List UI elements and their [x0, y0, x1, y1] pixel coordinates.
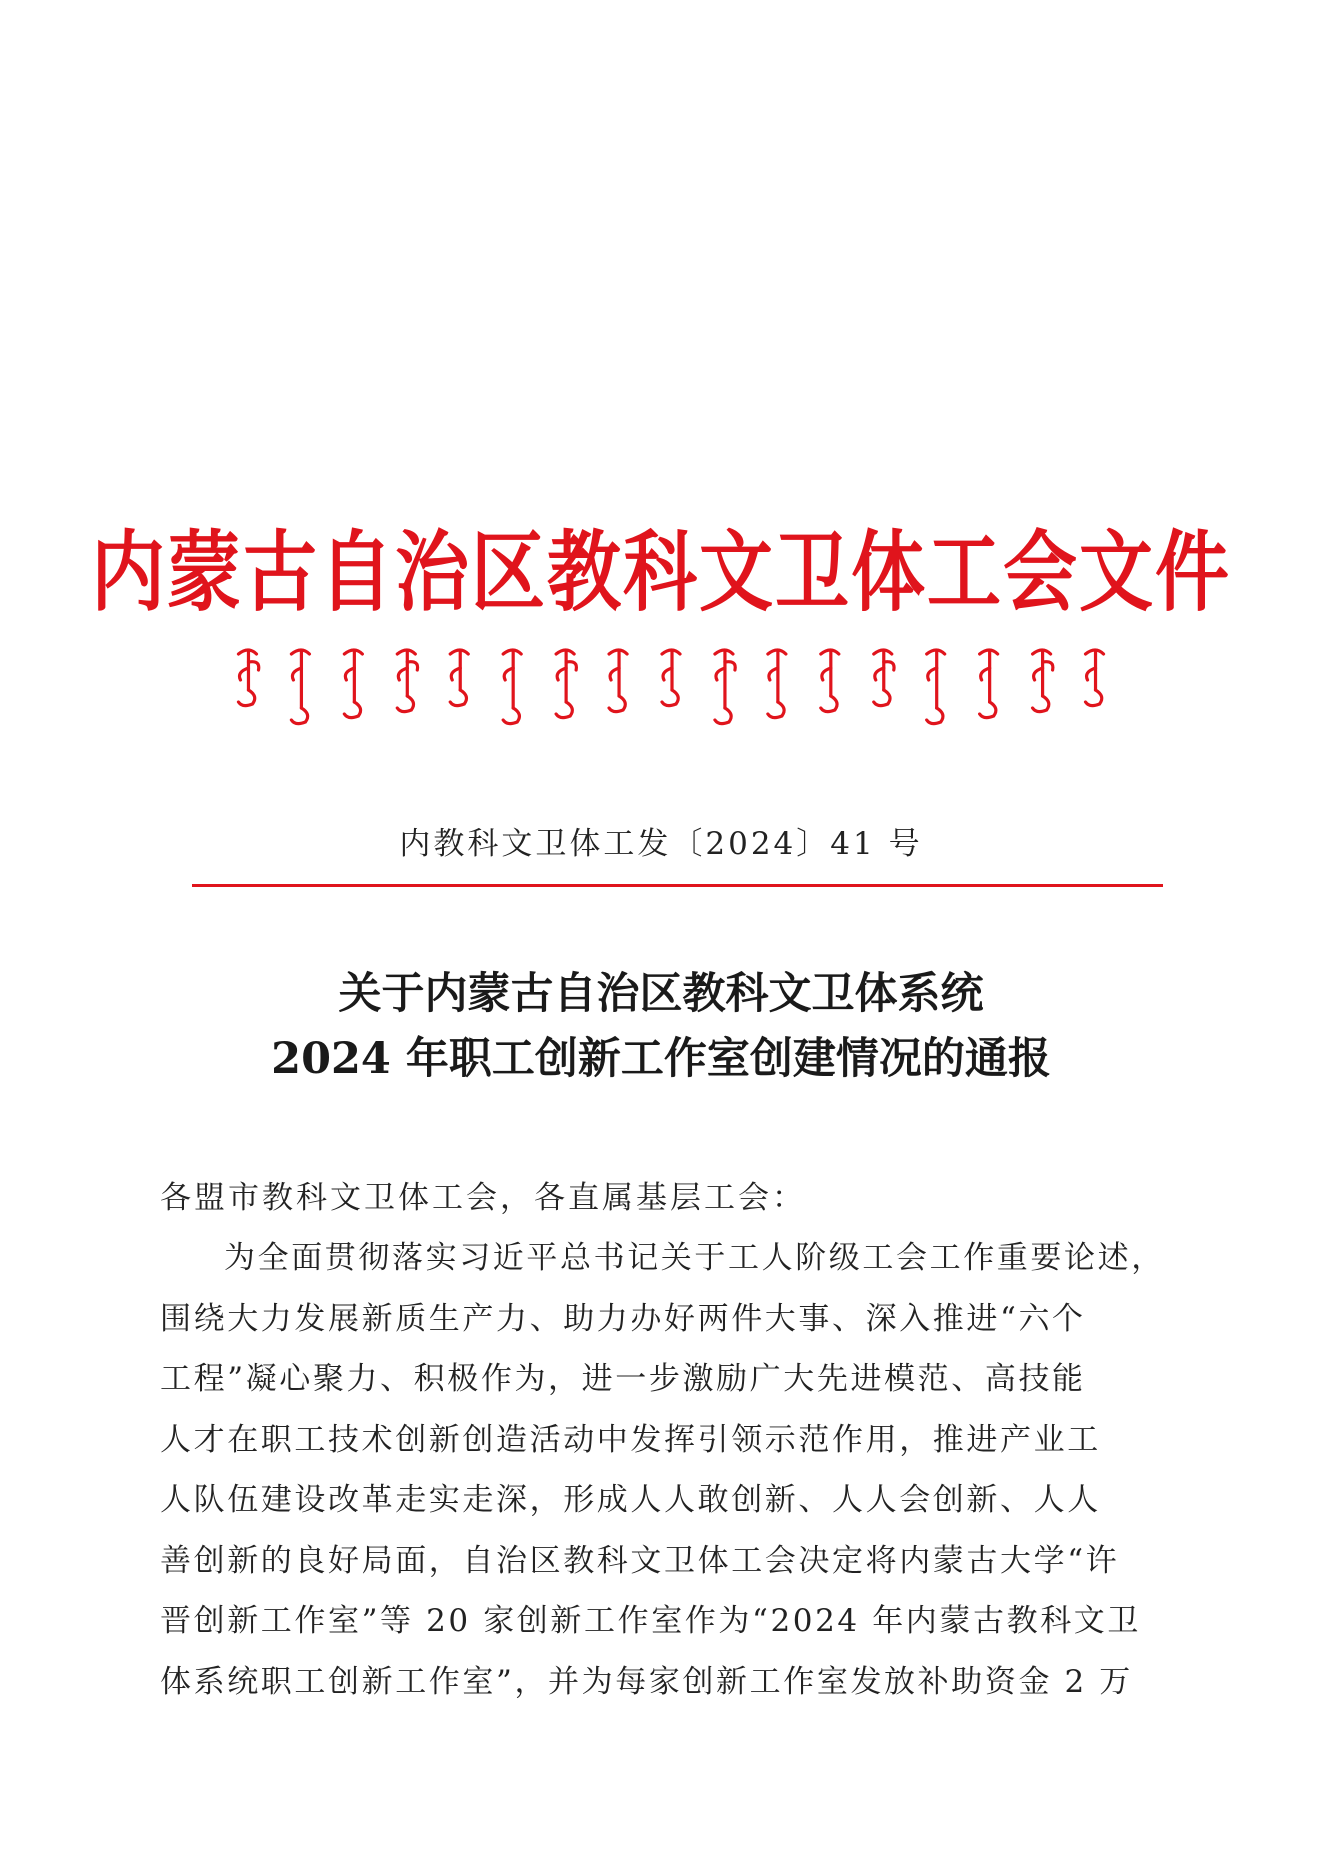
title-line-1: 关于内蒙古自治区教科文卫体系统	[338, 969, 984, 1019]
mongolian-word-glyph	[450, 650, 468, 706]
red-divider-line	[192, 884, 1163, 887]
mongolian-word-glyph	[397, 650, 417, 712]
mongolian-word-glyph	[1033, 650, 1053, 712]
salutation: 各盟市教科文卫体工会，各直属基层工会：	[160, 1180, 806, 1216]
mongolian-word-glyph	[344, 650, 362, 718]
body-line: 人才在职工技术创新创造活动中发挥引领示范作用，推进产业工	[160, 1421, 1101, 1458]
body-line: 人队伍建设改革走实走深，形成人人敢创新、人人会创新、人人	[160, 1482, 1101, 1518]
mongolian-word-glyph	[874, 650, 894, 706]
mongolian-word-glyph	[609, 650, 627, 712]
document-title	[0, 962, 1322, 1092]
mongolian-word-glyph	[821, 650, 839, 712]
body-line: 体系统职工创新工作室”，并为每家创新工作室发放补助资金 2 万	[160, 1663, 1133, 1700]
mongolian-word-glyph	[238, 650, 258, 706]
body-line: 围绕大力发展新质生产力、助力办好两件大事、深入推进“六个	[160, 1300, 1086, 1337]
document-number: 内教科文卫体工发〔2024〕41 号	[399, 826, 923, 862]
mongolian-word-glyph	[768, 650, 786, 718]
mongolian-word-glyph	[556, 650, 576, 718]
masthead-title: 内蒙古自治区教科文卫体工会文件	[91, 522, 1231, 624]
title-line-2: 2024 年职工创新工作室创建情况的通报	[271, 1034, 1051, 1084]
mongolian-word-glyph	[662, 650, 680, 706]
body-line: 为全面贯彻落实习近平总书记关于工人阶级工会工作重要论述，	[224, 1240, 1165, 1276]
mongolian-word-glyph	[503, 650, 521, 724]
mongolian-script-graphic	[222, 640, 1122, 730]
mongolian-word-glyph	[715, 650, 735, 724]
body-line: 善创新的良好局面，自治区教科文卫体工会决定将内蒙古大学“许	[160, 1542, 1120, 1579]
body-paragraph	[160, 1228, 1170, 1712]
mongolian-word-glyph	[980, 650, 998, 718]
mongolian-word-glyph	[1086, 650, 1104, 706]
mongolian-word-glyph	[927, 650, 945, 724]
mongolian-script-row	[222, 640, 1122, 730]
body-line: 晋创新工作室”等 20 家创新工作室作为“2024 年内蒙古教科文卫	[160, 1603, 1141, 1639]
body-line: 工程”凝心聚力、积极作为，进一步激励广大先进模范、高技能	[160, 1361, 1086, 1397]
mongolian-word-glyph	[291, 650, 309, 724]
